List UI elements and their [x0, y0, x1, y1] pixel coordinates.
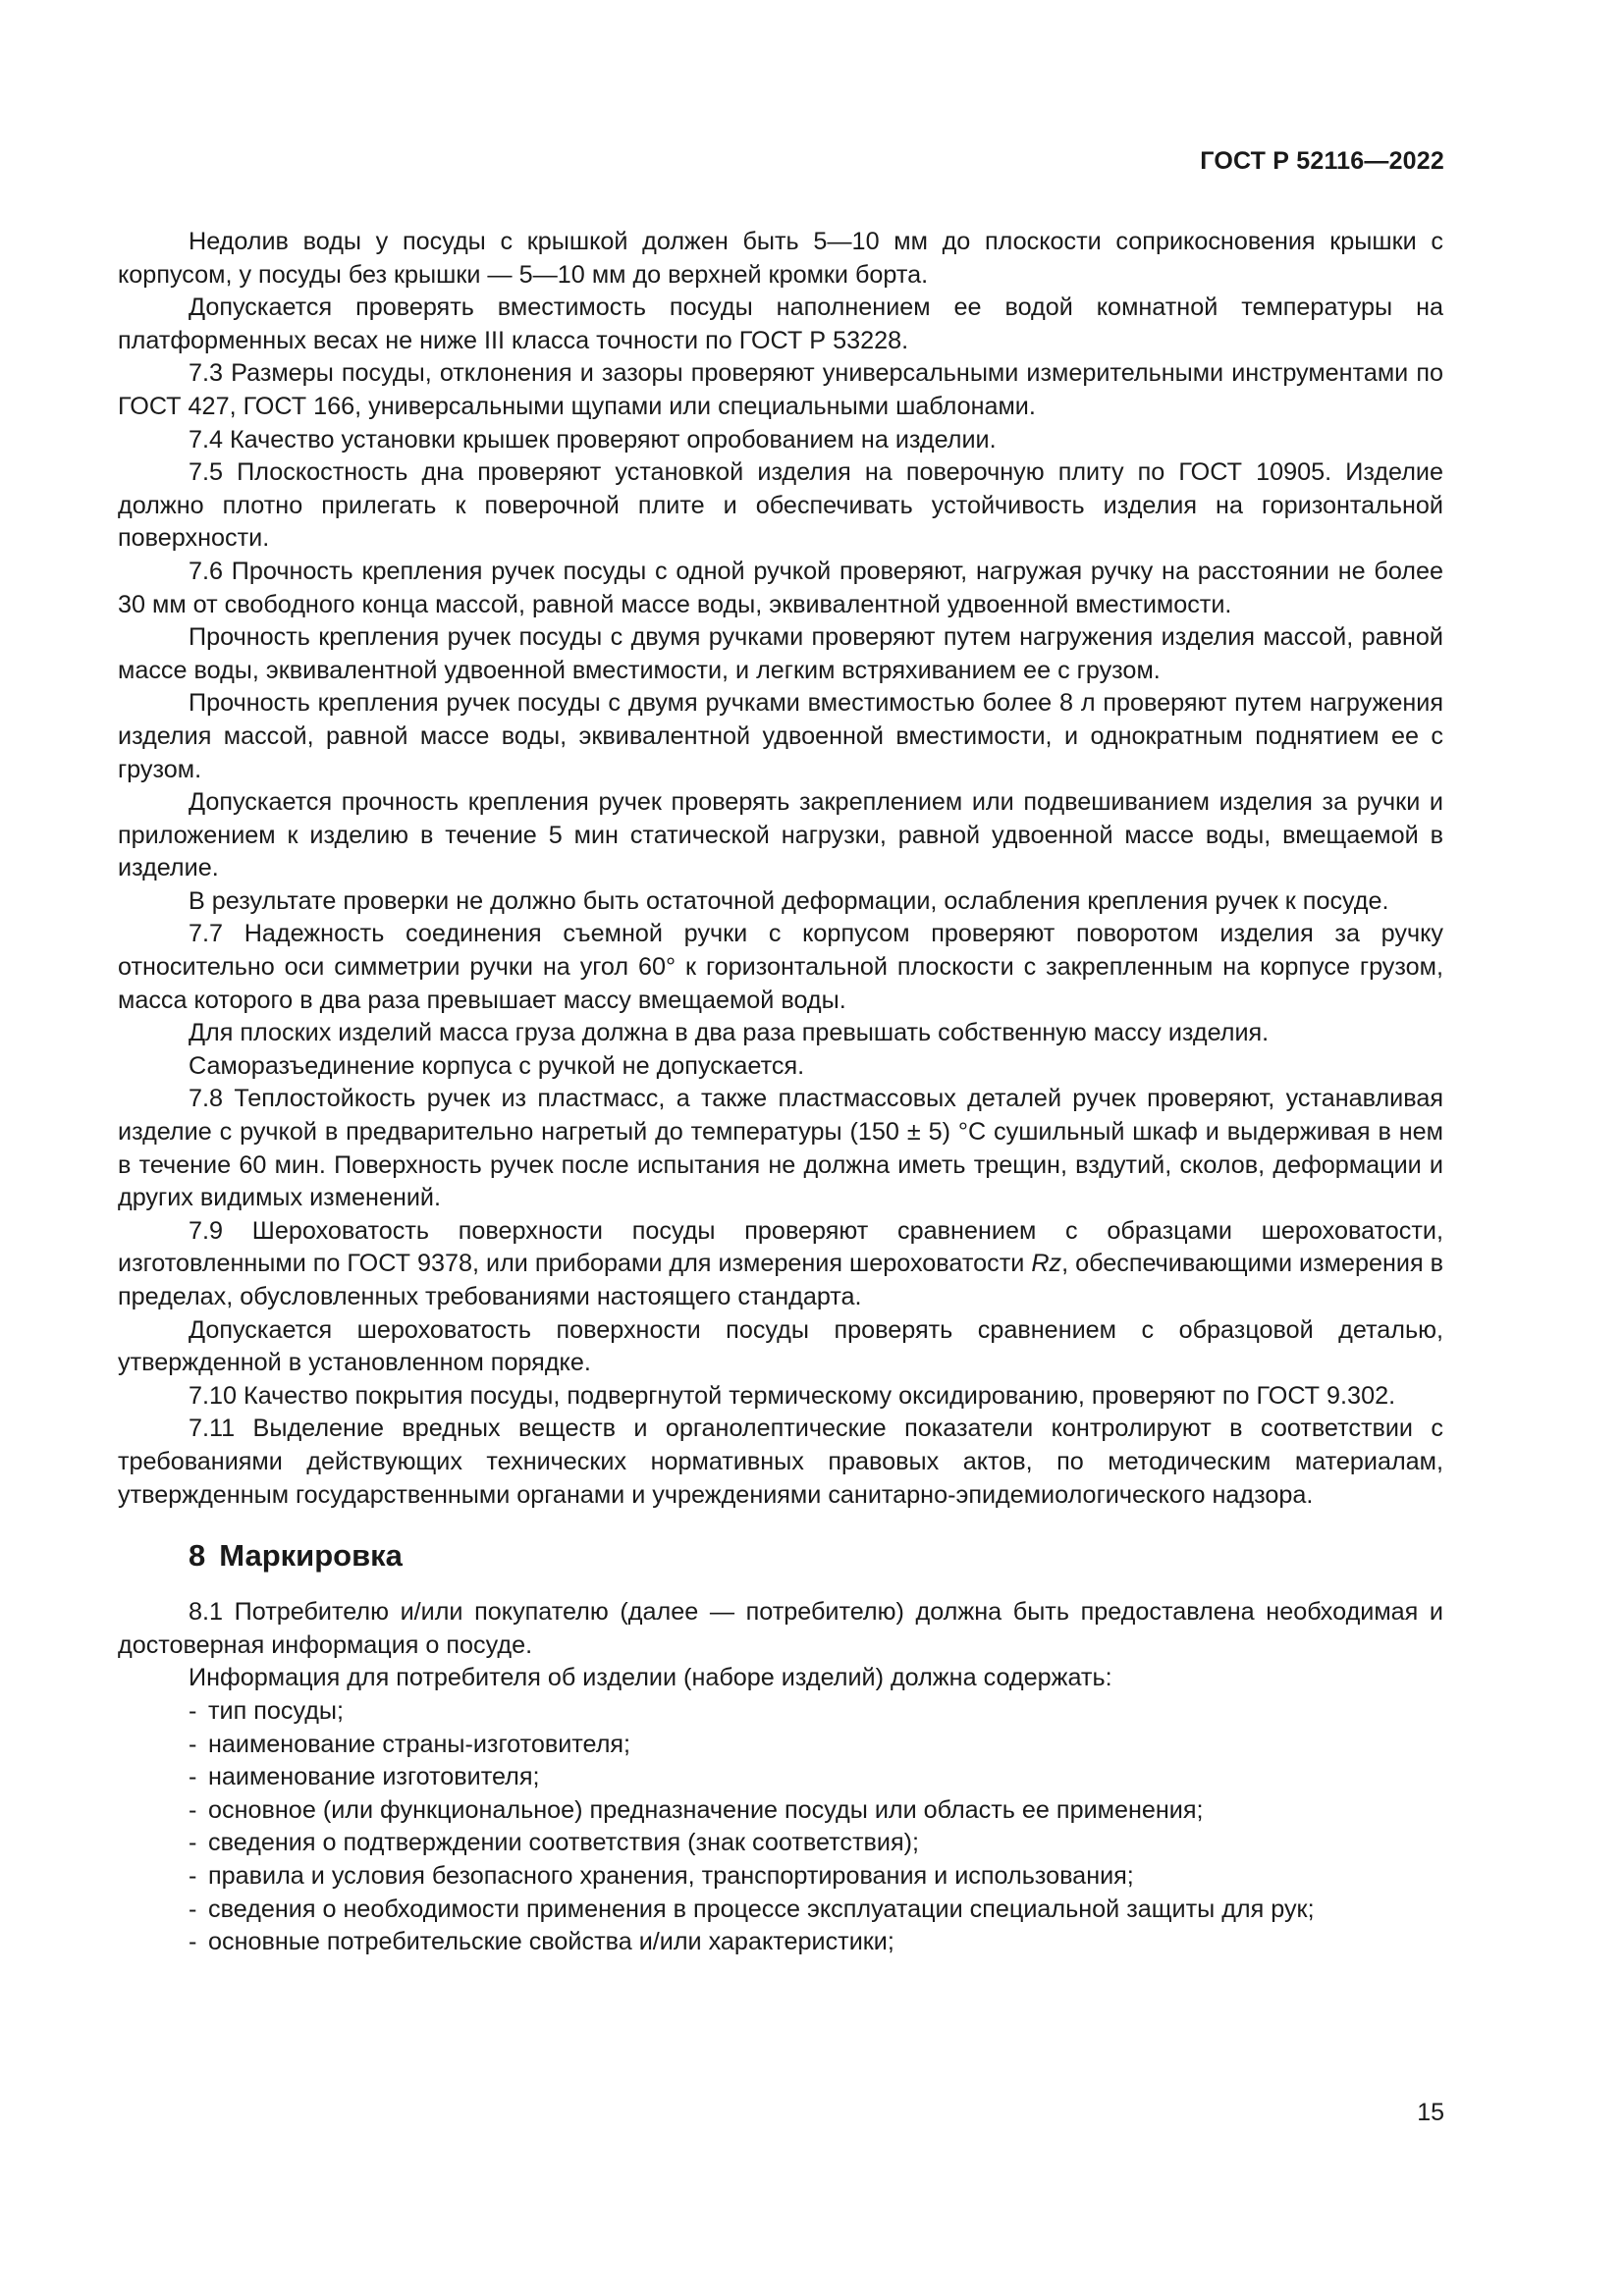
list-item-text: основное (или функциональное) предназначение посуды или область ее применения;: [208, 1795, 1204, 1824]
list-item-text: наименование изготовителя;: [208, 1763, 540, 1791]
list-item-text: тип посуды;: [208, 1696, 345, 1725]
list-item-text: сведения о подтверждении соответствия (знак соответствия);: [208, 1829, 920, 1857]
page-number: 15: [1417, 2099, 1444, 2126]
list-marker: -: [189, 1829, 197, 1857]
document-id: ГОСТ Р 52116—2022: [1200, 147, 1444, 175]
paragraph: 7.5 Плоскостность дна проверяют установкой изделия на поверочную плиту по ГОСТ 10905. Изделие должно плотно прилегать к поверочной плите и обеспечивать устойчивость изделия на горизонтальной поверхности.: [118, 458, 1443, 553]
list-item-text: правила и условия безопасного хранения, транспортирования и использования;: [208, 1861, 1134, 1890]
paragraph: Недолив воды у посуды с крышкой должен быть 5—10 мм до плоскости соприкосновения крышки с корпусом, у посуды без крышки — 5—10 мм до верхней кромки борта.: [118, 228, 1443, 289]
list-marker: -: [189, 1763, 197, 1791]
paragraph: Саморазъединение корпуса с ручкой не допускается.: [189, 1051, 805, 1080]
list-item-text: наименование страны-изготовителя;: [208, 1730, 631, 1758]
document-header: [1200, 147, 1444, 176]
paragraph: Прочность крепления ручек посуды с двумя ручками вместимостью более 8 л проверяют путем нагружения изделия массой, равной массе воды, эквивалентной удвоенной вместимости, и однократным поднятием ее с грузом.: [118, 689, 1443, 783]
paragraph-roughness: 7.9 Шероховатость поверхности посуды проверяют сравнением с образцами шероховатости, изготовленными по ГОСТ 9378, или приборами для измерения шероховатости Rz, обеспечивающими измерения в пределах, обусловленных требованиями настоящего стандарта.: [118, 1216, 1443, 1310]
paragraph: 7.3 Размеры посуды, отклонения и зазоры проверяют универсальными измерительными инструментами по ГОСТ 427, ГОСТ 166, универсальными щупами или специальными шаблонами.: [118, 359, 1443, 420]
list-marker: -: [189, 1696, 197, 1725]
section-heading: [189, 1537, 1443, 1575]
symbol-rz: Rz: [1031, 1250, 1062, 1278]
paragraph: 7.10 Качество покрытия посуды, подвергнутой термическому оксидированию, проверяют по ГОСТ 9.302.: [189, 1381, 1396, 1410]
paragraph: Прочность крепления ручек посуды с двумя ручками проверяют путем нагружения изделия массой, равной массе воды, эквивалентной удвоенной вместимости, и легким встряхиванием ее с грузом.: [118, 623, 1443, 684]
list-marker: -: [189, 1895, 197, 1923]
list-item-text: основные потребительские свойства и/или характеристики;: [208, 1928, 894, 1956]
list-marker: -: [189, 1928, 197, 1956]
page-content: [118, 226, 1443, 1959]
paragraphs-before-section: [118, 226, 1443, 1512]
list-item: [189, 1827, 1443, 1860]
list-item: [189, 1894, 1443, 1927]
paragraph: 8.1 Потребителю и/или покупателю (далее — потребителю) должна быть предоставлена необходимая и достоверная информация о посуде.: [118, 1598, 1443, 1659]
paragraph: Для плоских изделий масса груза должна в два раза превышать собственную массу изделия.: [189, 1019, 1270, 1047]
paragraph: 7.6 Прочность крепления ручек посуды с одной ручкой проверяют, нагружая ручку на расстоянии не более 30 мм от свободного конца массой, равной массе воды, эквивалентной удвоенной вместимости.: [118, 557, 1443, 618]
paragraph: В результате проверки не должно быть остаточной деформации, ослабления крепления ручек к посуде.: [189, 886, 1389, 915]
list-marker: -: [189, 1795, 197, 1824]
info-requirements-list: [118, 1695, 1443, 1959]
section-number: 8: [189, 1538, 206, 1574]
paragraph: Допускается шероховатость поверхности посуды проверять сравнением с образцовой деталью, утвержденной в установленном порядке.: [118, 1315, 1443, 1377]
paragraph: Информация для потребителя об изделии (наборе изделий) должна содержать:: [189, 1664, 1112, 1692]
list-item: [189, 1729, 1443, 1762]
paragraph: 7.4 Качество установки крышек проверяют опробованием на изделии.: [189, 425, 997, 454]
list-marker: -: [189, 1861, 197, 1890]
paragraph: 7.11 Выделение вредных веществ и органолептические показатели контролируют в соответствии с требованиями действующих технических нормативных правовых актов, по методическим материалам, утвержденным государственными органами и учреждениями санитарно-эпидемиологического надзора.: [118, 1415, 1443, 1509]
list-marker: -: [189, 1730, 197, 1758]
list-item: [189, 1860, 1443, 1894]
list-item-text: сведения о необходимости применения в процессе эксплуатации специальной защиты для рук;: [208, 1895, 1315, 1923]
list-item: [189, 1926, 1443, 1959]
section-title: Маркировка: [219, 1538, 403, 1574]
list-item: [189, 1761, 1443, 1794]
paragraph: Допускается проверять вместимость посуды наполнением ее водой комнатной температуры на платформенных весах не ниже III класса точности по ГОСТ Р 53228.: [118, 294, 1443, 354]
list-item: [189, 1695, 1443, 1729]
paragraph: Допускается прочность крепления ручек проверять закреплением или подвешиванием изделия за ручки и приложением к изделию в течение 5 мин статической нагрузки, равной удвоенной массе воды, вмещаемой в изделие.: [118, 788, 1443, 882]
paragraphs-after-section: [118, 1596, 1443, 1695]
list-item: [189, 1794, 1443, 1828]
paragraph: 7.7 Надежность соединения съемной ручки с корпусом проверяют поворотом изделия за ручку относительно оси симметрии ручки на угол 60° к горизонтальной плоскости с закрепленным на корпусе грузом, масса которого в два раза превышает массу вмещаемой воды.: [118, 920, 1443, 1014]
paragraph: 7.8 Теплостойкость ручек из пластмасс, а также пластмассовых деталей ручек проверяют, устанавливая изделие с ручкой в предварительно нагретый до температуры (150 ± 5) °С сушильный шкаф и выдерживая в нем в течение 60 мин. Поверхность ручек после испытания не должна иметь трещин, вздутий, сколов, деформации и других видимых изменений.: [118, 1085, 1443, 1212]
